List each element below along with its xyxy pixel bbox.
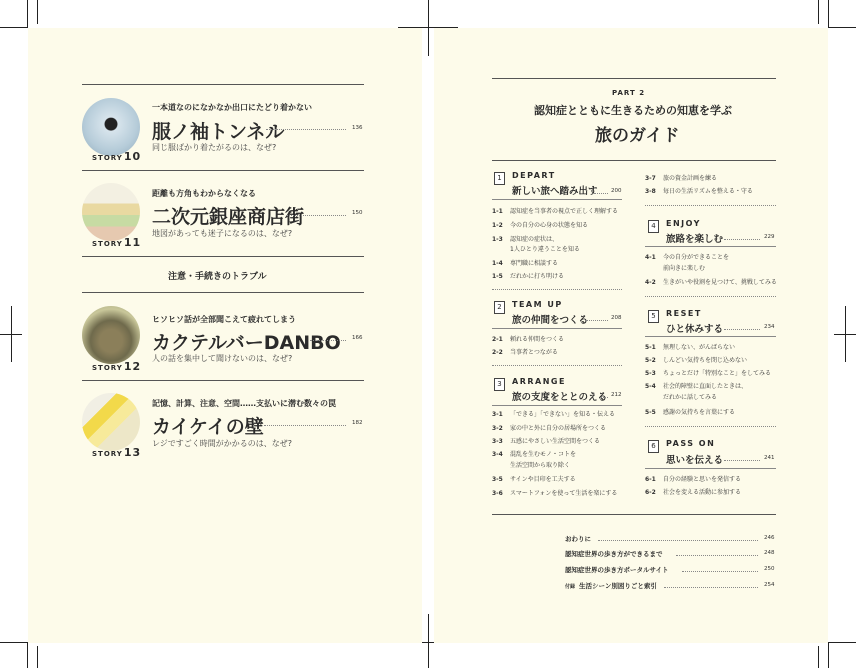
- story-11-illustration: [82, 183, 140, 241]
- crop-mark: [27, 0, 28, 28]
- part-subtitle: 認知症とともに生きるための知恵を学ぶ: [534, 104, 732, 117]
- leader-dots: [724, 329, 760, 330]
- back-matter-item[interactable]: おわりに: [565, 535, 591, 543]
- toc-item: 1-1 認知症を当事者の視点で正しく理解する: [492, 208, 619, 215]
- story-10-illustration: [82, 98, 140, 156]
- chapter-4-page: 229: [764, 234, 775, 240]
- crop-mark: [828, 27, 856, 28]
- divider: [82, 380, 364, 381]
- chapter-3-number: 3: [494, 378, 505, 391]
- toc-item: 6-2 社会を変える活動に参加する: [645, 489, 742, 496]
- back-matter-item[interactable]: 付録 生活シーン別困りごと索引: [565, 582, 657, 590]
- section-separator: [492, 365, 622, 366]
- chapter-2-page: 208: [611, 315, 622, 321]
- crop-mark: [37, 0, 38, 24]
- toc-item: 6-1 自分の経験と思いを発信する: [645, 476, 742, 483]
- toc-item: 3-6 スマートフォンを使って生活を楽にする: [492, 490, 618, 497]
- story-13-label: STORY13: [92, 446, 142, 459]
- back-matter-page: 254: [764, 582, 775, 588]
- toc-item: 3-3 五感にやさしい生活空間をつくる: [492, 438, 601, 445]
- leader-dots: [594, 193, 608, 194]
- story-13-title[interactable]: カイケイの壁: [152, 416, 264, 438]
- leader-dots: [724, 460, 760, 461]
- divider: [492, 328, 622, 329]
- back-matter-page: 246: [764, 535, 775, 541]
- chapter-1-en: DEPART: [512, 171, 556, 180]
- divider: [82, 292, 364, 293]
- leader-dots: [724, 239, 760, 240]
- toc-item: 1-5 だれかに打ち明ける: [492, 273, 565, 280]
- toc-item: 1-4 専門職に相談する: [492, 260, 559, 267]
- divider: [645, 468, 776, 469]
- story-11-label: STORY11: [92, 236, 142, 249]
- chapter-4-en: ENJOY: [666, 219, 701, 228]
- toc-item: 2-2 当事者とつながる: [492, 349, 558, 356]
- toc-item-cont: 1人ひとり違うことを知る: [510, 246, 580, 253]
- crop-mark: [27, 642, 28, 668]
- chapter-6-title[interactable]: 思いを伝える: [666, 455, 724, 466]
- chapter-3-page: 212: [611, 392, 622, 398]
- toc-item: 1-3 認知症の症状は、: [492, 236, 559, 243]
- chapter-3-title[interactable]: 旅の支度をととのえる: [512, 392, 608, 403]
- divider: [82, 84, 364, 85]
- toc-item: 3-7 旅の資金計画を練る: [645, 175, 718, 182]
- crop-mark: [428, 0, 429, 56]
- chapter-6-page: 241: [764, 455, 775, 461]
- chapter-6-number: 6: [648, 440, 659, 453]
- chapter-5-en: RESET: [666, 309, 702, 318]
- toc-item: 5-2 しんどい気持ちを閉じ込めない: [645, 357, 748, 364]
- crop-mark: [0, 642, 28, 643]
- chapter-1-page: 200: [611, 188, 622, 194]
- divider: [492, 405, 622, 406]
- story-11-desc: 地図があっても迷子になるのは、なぜ?: [152, 229, 293, 238]
- crop-mark: [828, 642, 856, 643]
- leader-dots: [676, 555, 758, 556]
- chapter-3-en: ARRANGE: [512, 377, 566, 386]
- toc-item: 5-4 社会的障壁に直面したときは、: [645, 383, 748, 390]
- story-10-page: 136: [352, 125, 363, 131]
- story-13-desc: レジですごく時間がかかるのは、なぜ?: [152, 439, 293, 448]
- back-matter-item[interactable]: 認知症世界の歩き方ポータルサイト: [565, 566, 669, 574]
- section-separator: [645, 296, 776, 297]
- toc-item: 3-4 混乱を生むモノ・コトを: [492, 451, 576, 458]
- story-10-desc: 同じ服ばかり着たがるのは、なぜ?: [152, 143, 277, 152]
- toc-item: 3-5 サインや目印を工夫する: [492, 476, 576, 483]
- chapter-5-number: 5: [648, 310, 659, 323]
- leader-dots: [682, 571, 758, 572]
- toc-item: 3-1 「できる」「できない」を知る・伝える: [492, 411, 616, 418]
- chapter-4-number: 4: [648, 220, 659, 233]
- toc-item: 5-3 ちょっとだけ「特別なこと」をしてみる: [645, 370, 772, 377]
- story-11-page: 150: [352, 210, 363, 216]
- story-12-page: 166: [352, 335, 363, 341]
- leader-dots: [286, 215, 346, 216]
- divider: [492, 514, 776, 515]
- back-matter-page: 248: [764, 550, 775, 556]
- crop-mark: [818, 0, 819, 24]
- back-matter-item[interactable]: 認知症世界の歩き方ができるまで: [565, 550, 663, 558]
- toc-item: 4-2 生きがいや役割を見つけて、挑戦してみる: [645, 279, 777, 286]
- divider: [645, 246, 776, 247]
- leader-dots: [310, 340, 346, 341]
- divider: [82, 170, 364, 171]
- toc-item-cont: 生活空間から取り除く: [510, 462, 571, 469]
- story-13-page: 182: [352, 420, 363, 426]
- section-separator: [645, 426, 776, 427]
- crop-mark: [828, 0, 829, 28]
- part-label: PART 2: [612, 89, 646, 97]
- story-10-title[interactable]: 服ノ袖トンネル: [152, 121, 285, 143]
- story-12-illustration: [82, 306, 140, 364]
- toc-item-cont: だれかに話してみる: [663, 394, 718, 401]
- crop-mark: [818, 646, 819, 668]
- toc-item: 4-1 今の自分ができることを: [645, 254, 730, 261]
- divider: [492, 199, 622, 200]
- story-13-subtitle: 記憶、計算、注意、空間……支払いに潜む数々の罠: [152, 399, 336, 408]
- chapter-5-page: 234: [764, 324, 775, 330]
- story-11-subtitle: 距離も方角もわからなくなる: [152, 189, 256, 198]
- story-12-desc: 人の話を集中して聞けないのは、なぜ?: [152, 354, 293, 363]
- toc-item: 5-5 感謝の気持ちを言葉にする: [645, 409, 736, 416]
- divider: [492, 160, 776, 161]
- chapter-2-number: 2: [494, 301, 505, 314]
- crop-mark: [0, 27, 28, 28]
- story-10-label: STORY10: [92, 150, 142, 163]
- appendix-prefix: 付録: [565, 584, 576, 590]
- chapter-4-title[interactable]: 旅路を楽しむ: [666, 234, 724, 245]
- chapter-2-en: TEAM UP: [512, 300, 563, 309]
- story-13-illustration: [82, 393, 140, 451]
- toc-item: 5-1 無理しない、がんばらない: [645, 344, 736, 351]
- story-12-label: STORY12: [92, 360, 142, 373]
- chapter-2-title[interactable]: 旅の仲間をつくる: [512, 315, 589, 326]
- crop-mark: [11, 306, 12, 362]
- story-10-subtitle: 一本道なのになかなか出口にたどり着かない: [152, 103, 312, 112]
- story-11-title[interactable]: 二次元銀座商店街: [152, 206, 305, 228]
- toc-item-cont: 前向きに楽しむ: [663, 265, 706, 272]
- leader-dots: [598, 540, 758, 541]
- crop-mark: [845, 306, 846, 362]
- story-12-title[interactable]: カクテルバーDANBO: [152, 332, 341, 354]
- story-12-subtitle: ヒソヒソ話が全部聞こえて疲れてしまう: [152, 315, 296, 324]
- leader-dots: [600, 397, 608, 398]
- section-separator: [492, 289, 622, 290]
- toc-item: 3-8 毎日の生活リズムを整える・守る: [645, 188, 753, 195]
- section-separator: [645, 205, 776, 206]
- leader-dots: [264, 425, 346, 426]
- chapter-6-en: PASS ON: [666, 439, 716, 448]
- crop-mark: [828, 642, 829, 668]
- toc-item: 1-2 今の自分の心身の状態を知る: [492, 222, 589, 229]
- crop-mark: [428, 614, 429, 668]
- divider: [645, 336, 776, 337]
- chapter-5-title[interactable]: ひと休みする: [666, 324, 724, 335]
- leader-dots: [664, 587, 758, 588]
- crop-mark: [37, 646, 38, 668]
- divider: [492, 78, 776, 79]
- back-matter-page: 250: [764, 566, 775, 572]
- divider: [82, 256, 364, 257]
- part-title: 旅のガイド: [595, 126, 680, 146]
- toc-item: 2-1 頼れる仲間をつくる: [492, 336, 565, 343]
- toc-item: 3-2 家の中と外に自分の居場所をつくる: [492, 425, 607, 432]
- chapter-1-title[interactable]: 新しい旅へ踏み出す: [512, 186, 598, 197]
- leader-dots: [586, 320, 608, 321]
- leader-dots: [266, 129, 346, 130]
- chapter-1-number: 1: [494, 172, 505, 185]
- section-heading: 注意・手続きのトラブル: [168, 272, 267, 282]
